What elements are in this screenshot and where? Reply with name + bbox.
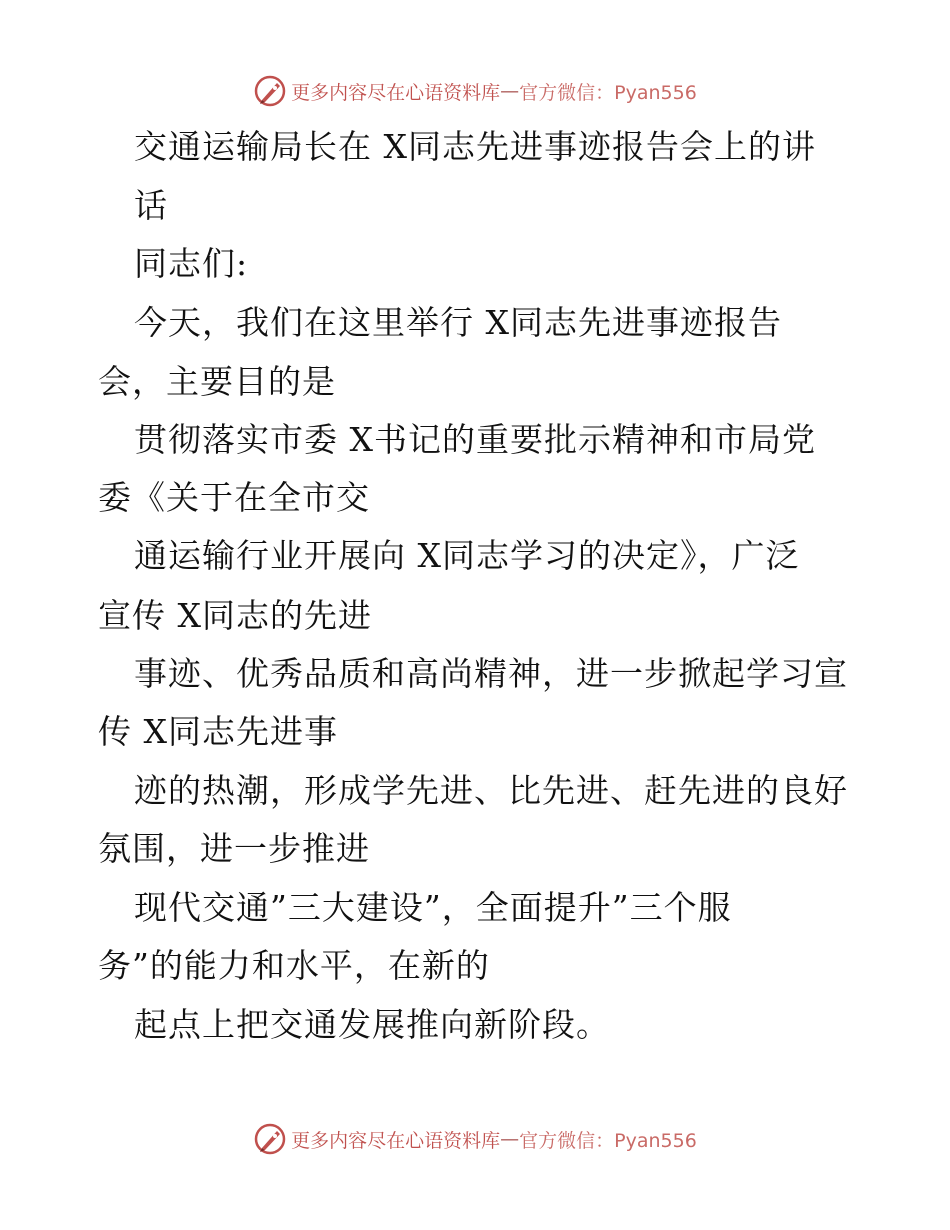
doc-line: 氛围，进一步推进: [98, 829, 370, 868]
doc-line: 同志们:: [134, 244, 249, 283]
doc-line: 话: [134, 186, 168, 225]
doc-line: 务”的能力和水平，在新的: [98, 946, 490, 985]
watermark-separator: —: [500, 1128, 520, 1150]
watermark-text: 更多内容尽在心语资料库: [291, 81, 501, 104]
doc-line: 交通运输局长在 X同志先进事迹报告会上的讲: [134, 127, 816, 166]
watermark-wechat: 官方微信：Pyan556: [519, 81, 697, 104]
doc-line: 会，主要目的是: [98, 362, 336, 401]
doc-line: 事迹、优秀品质和高尚精神，进一步掀起学习宣: [134, 654, 848, 693]
doc-line: 贯彻落实市委 X书记的重要批示精神和市局党: [134, 420, 816, 459]
doc-line: 起点上把交通发展推向新阶段。: [134, 1005, 610, 1044]
doc-line: 通运输行业开展向 X同志学习的决定》，广泛: [134, 536, 800, 575]
doc-line: 迹的热潮，形成学先进、比先进、赶先进的良好: [134, 771, 848, 810]
watermark-wechat: 官方微信：Pyan556: [519, 1129, 697, 1152]
doc-line: 现代交通”三大建设”，全面提升”三个服: [134, 888, 732, 927]
doc-line: 委《关于在全市交: [98, 478, 370, 517]
doc-line: 宣传 X同志的先进: [98, 596, 372, 635]
watermark-text: 更多内容尽在心语资料库: [291, 1129, 501, 1152]
watermark-separator: —: [500, 80, 520, 102]
pen-logo-icon: [253, 1122, 287, 1156]
doc-line: 传 X同志先进事: [98, 712, 338, 751]
footer-watermark: [0, 1119, 950, 1159]
doc-line: 今天，我们在这里举行 X同志先进事迹报告: [134, 303, 782, 342]
